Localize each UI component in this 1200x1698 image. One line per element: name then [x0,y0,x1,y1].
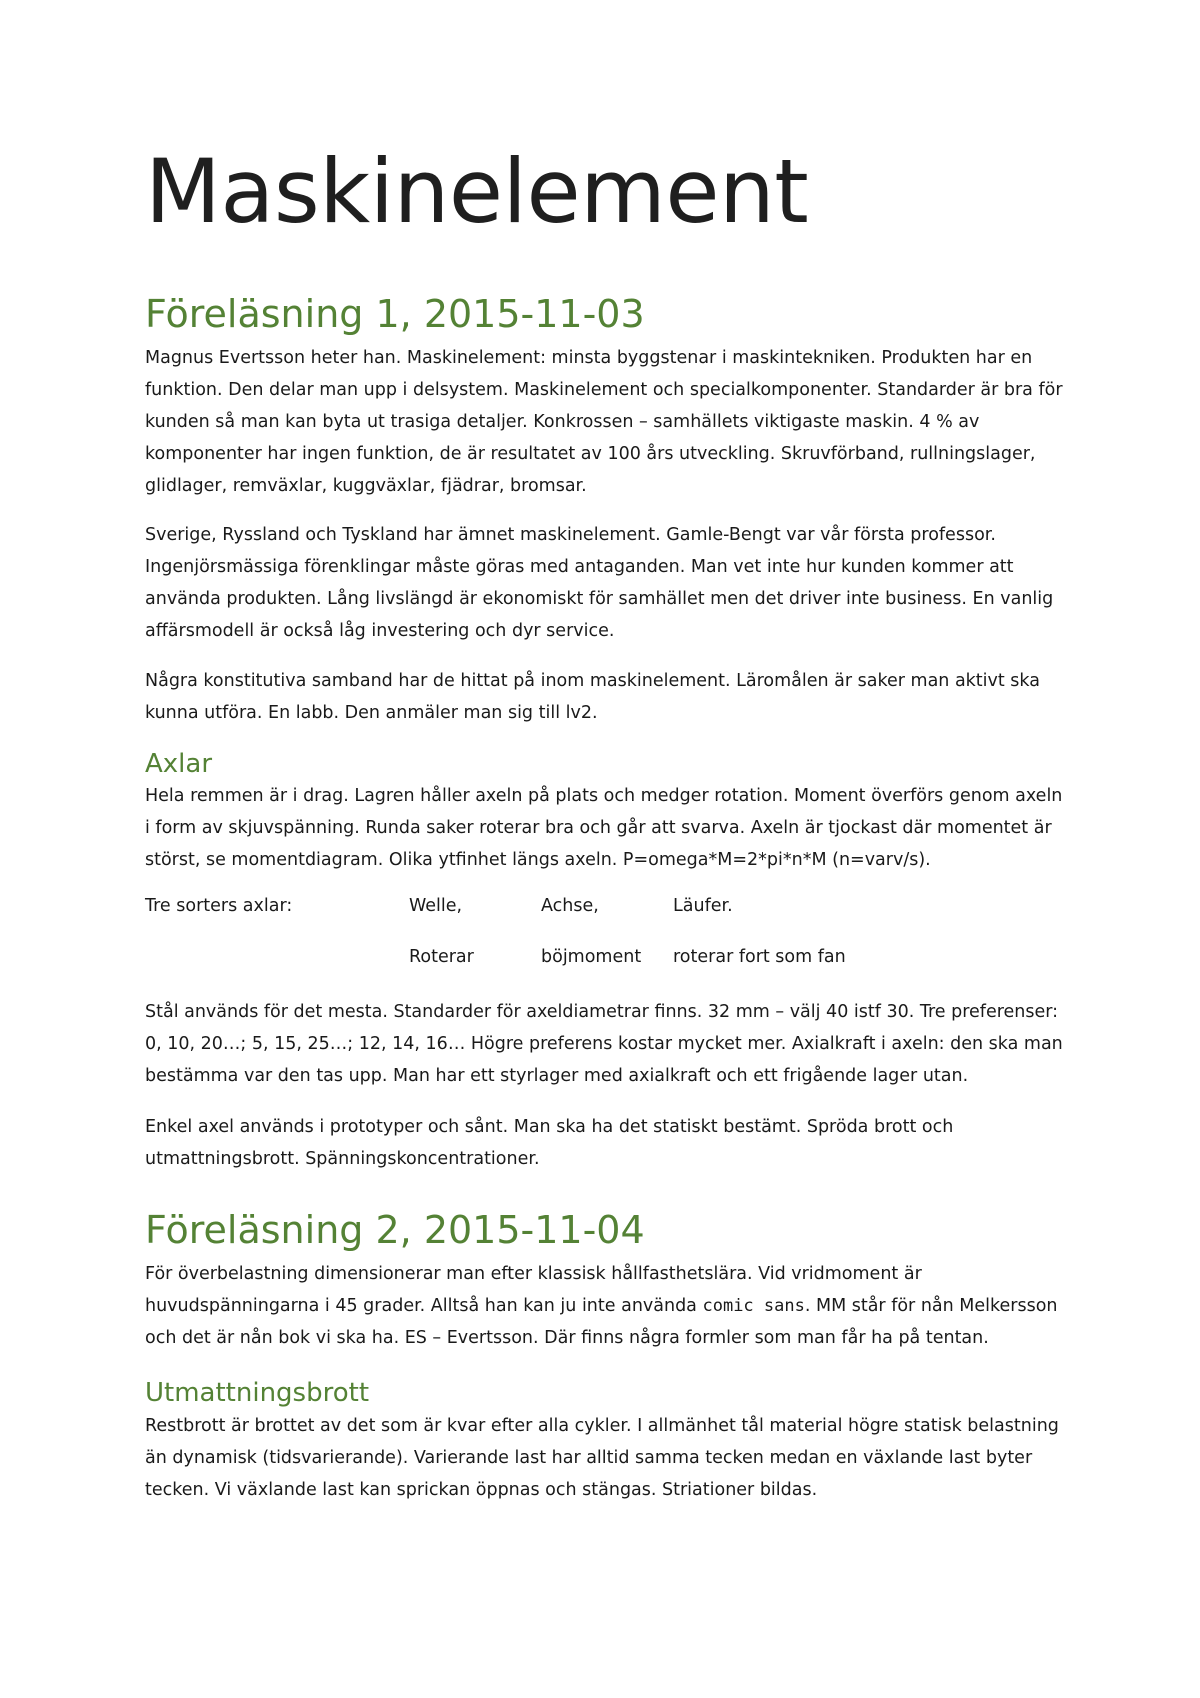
axle-desc-roterar: Roterar [409,947,474,967]
axle-desc-roterar-fort: roterar fort som fan [673,947,846,967]
lecture-1-paragraph-1: Magnus Evertsson heter han. Maskinelement: minsta byggstenar i maskintekniken. Produkten har en funktion. Den delar man upp i delsystem. Maskinelement och specialkomponenter. Standarder är bra för kunden så man kan byta ut trasiga detaljer. Konkrossen – samhällets viktigaste maskin. 4 % av komponenter har ingen funktion, de är resultatet av 100 års utveckling. Skruvförband, rullningslager, glidlager, remväxlar, kuggväxlar, fjädrar, bromsar. [145,348,1063,496]
document-title: Maskinelement [145,140,809,243]
axlar-heading: Axlar [145,749,213,779]
lecture-2-text-before: För överbelastning dimensionerar man efter klassisk hållfasthetslära. Vid vridmoment är huvudspänningarna i 45 grader. Alltså han kan ju inte använda [145,1264,922,1316]
axlar-paragraph-2: Stål används för det mesta. Standarder för axeldiametrar finns. 32 mm – välj 40 istf 30. Tre preferenser: 0, 10, 20…; 5, 15, 25…; 12, 14, 16… Högre preferens kostar mycket mer. Axialkraft i axeln: den ska man bestämma var den tas upp. Man har ett styrlager med axialkraft och ett frigående lager utan. [145,1002,1063,1086]
axlar-paragraph-3: Enkel axel används i prototyper och sånt. Man ska ha det statiskt bestämt. Spröda brott och utmattningsbrott. Spänningskoncentrationer. [145,1117,954,1169]
lecture-1-paragraph-3: Några konstitutiva samband har de hittat på inom maskinelement. Läromålen är saker man aktivt ska kunna utföra. En labb. Den anmäler man sig till lv2. [145,671,1040,723]
lecture-2-paragraph [145,1258,1065,1354]
utmattningsbrott-paragraph: Restbrott är brottet av det som är kvar efter alla cykler. I allmänhet tål material högre statisk belastning än dynamisk (tidsvarierande). Varierande last har alltid samma tecken medan en växlande last byter tecken. Vi växlande last kan sprickan öppnas och stängas. Striationer bildas. [145,1416,1059,1500]
lecture-1-heading: Föreläsning 1, 2015-11-03 [145,292,645,336]
axle-desc-bojmoment: böjmoment [541,947,642,967]
axlar-paragraph-1: Hela remmen är i drag. Lagren håller axeln på plats och medger rotation. Moment överförs genom axeln i form av skjuvspänning. Runda saker roterar bra och går att svarva. Axeln är tjockast där momentet är störst, se momentdiagram. Olika ytfinhet längs axeln. P=omega*M=2*pi*n*M (n=varv/s). [145,786,1063,870]
lecture-2-text-after: . MM står för nån Melkersson och det är nån bok vi ska ha. ES – Evertsson. Där finns några formler som man får ha på tentan. [145,1296,1058,1348]
axle-type-welle: Welle, [409,896,463,916]
axle-type-achse: Achse, [541,896,599,916]
lecture-2-heading: Föreläsning 2, 2015-11-04 [145,1208,645,1252]
lecture-1-paragraph-2: Sverige, Ryssland och Tyskland har ämnet maskinelement. Gamle-Bengt var vår första professor. Ingenjörsmässiga förenklingar måste göras med antaganden. Man vet inte hur kunden kommer att använda produkten. Lång livslängd är ekonomiskt för samhället men det driver inte business. En vanlig affärsmodell är också låg investering och dyr service. [145,525,1054,641]
utmattningsbrott-heading: Utmattningsbrott [145,1378,370,1408]
lecture-2-comic-sans: comic sans [702,1296,805,1316]
axle-type-laufer: Läufer. [673,896,733,916]
axle-types-label: Tre sorters axlar: [145,896,293,916]
